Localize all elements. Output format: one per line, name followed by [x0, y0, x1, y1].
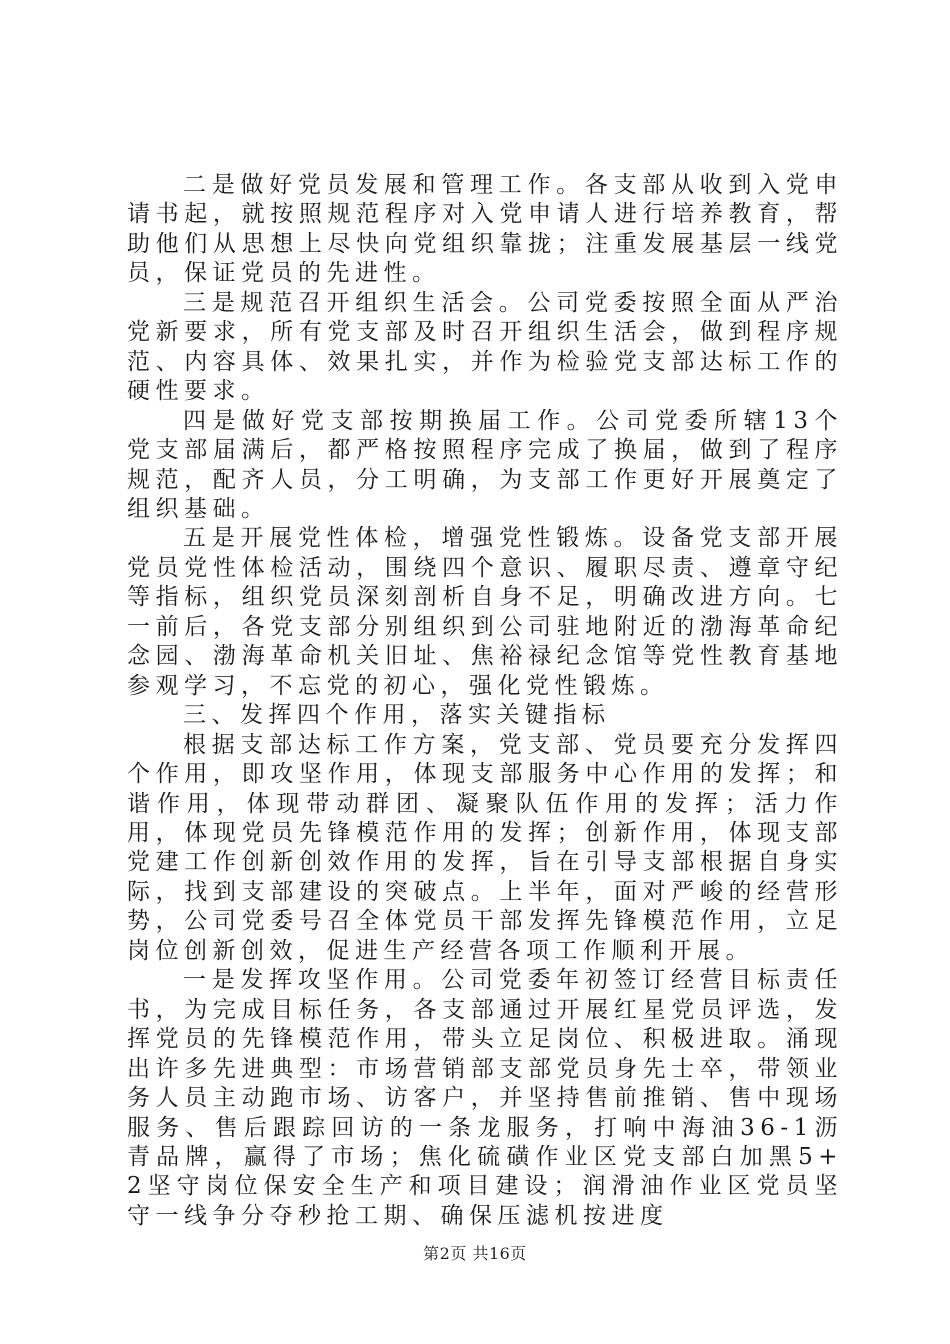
paragraph-member-development: 二是做好党员发展和管理工作。各支部从收到入党申请书起，就按照规范程序对入党申请人进行培养教育，帮助他们从思想上尽快向党组织靠拢；注重发展基层一线党员，保证党员的先进性。 [127, 172, 843, 287]
paragraph-organizational-life-meeting: 三是规范召开组织生活会。公司党委按照全面从严治党新要求，所有党支部及时召开组织生活会，做到程序规范、内容具体、效果扎实，并作为检验党支部达标工作的硬性要求。 [127, 289, 843, 405]
paragraph-four-roles: 根据支部达标工作方案，党支部、党员要充分发挥四个作用，即攻坚作用，体现支部服务中心作用的发挥；和谐作用，体现带动群团、凝聚队伍作用的发挥；活力作用，体现党员先锋模范作用的发挥；创新作用，体现支部党建工作创新创效作用的发挥，旨在引导支部根据自身实际，找到支部建设的突破点。上半年，面对严峻的经营形势，公司党委号召全体党员干部发挥先锋模范作用，立足岗位创新创效，促进生产经营各项工作顺利开展。 [127, 731, 843, 964]
document-body [127, 171, 843, 1231]
paragraph-branch-election: 四是做好党支部按期换届工作。公司党委所辖13个党支部届满后，都严格按照程序完成了换届，做到了程序规范，配齐人员，分工明确，为支部工作更好开展奠定了组织基础。 [127, 407, 843, 522]
paragraph-party-spirit-check: 五是开展党性体检，增强党性锻炼。设备党支部开展党员党性体检活动，围绕四个意识、履职尽责、遵章守纪等指标，组织党员深刻剖析自身不足，明确改进方向。七一前后，各党支部分别组织到公司驻地附近的渤海革命纪念园、渤海革命机关旧址、焦裕禄纪念馆等党性教育基地参观学习，不忘党的初心，强化党性锻炼。 [127, 525, 843, 699]
paragraph-tackling-role: 一是发挥攻坚作用。公司党委年初签订经营目标责任书，为完成目标任务，各支部通过开展红星党员评选，发挥党员的先锋模范作用，带头立足岗位、积极进取。涌现出许多先进典型：市场营销部支部党员身先士卒，带领业务人员主动跑市场、访客户，并坚持售前推销、售中现场服务、售后跟踪回访的一条龙服务，打响中海油36-1沥青品牌，赢得了市场；焦化硫磺作业区党支部白加黑5+2坚守岗位保安全生产和项目建设；润滑油作业区党员坚守一线争分夺秒抢工期、确保压滤机按进度 [127, 967, 843, 1229]
section-heading-four-roles: 三、发挥四个作用，落实关键指标 [183, 702, 611, 729]
page-footer: 第2页 共16页 [423, 1244, 527, 1263]
